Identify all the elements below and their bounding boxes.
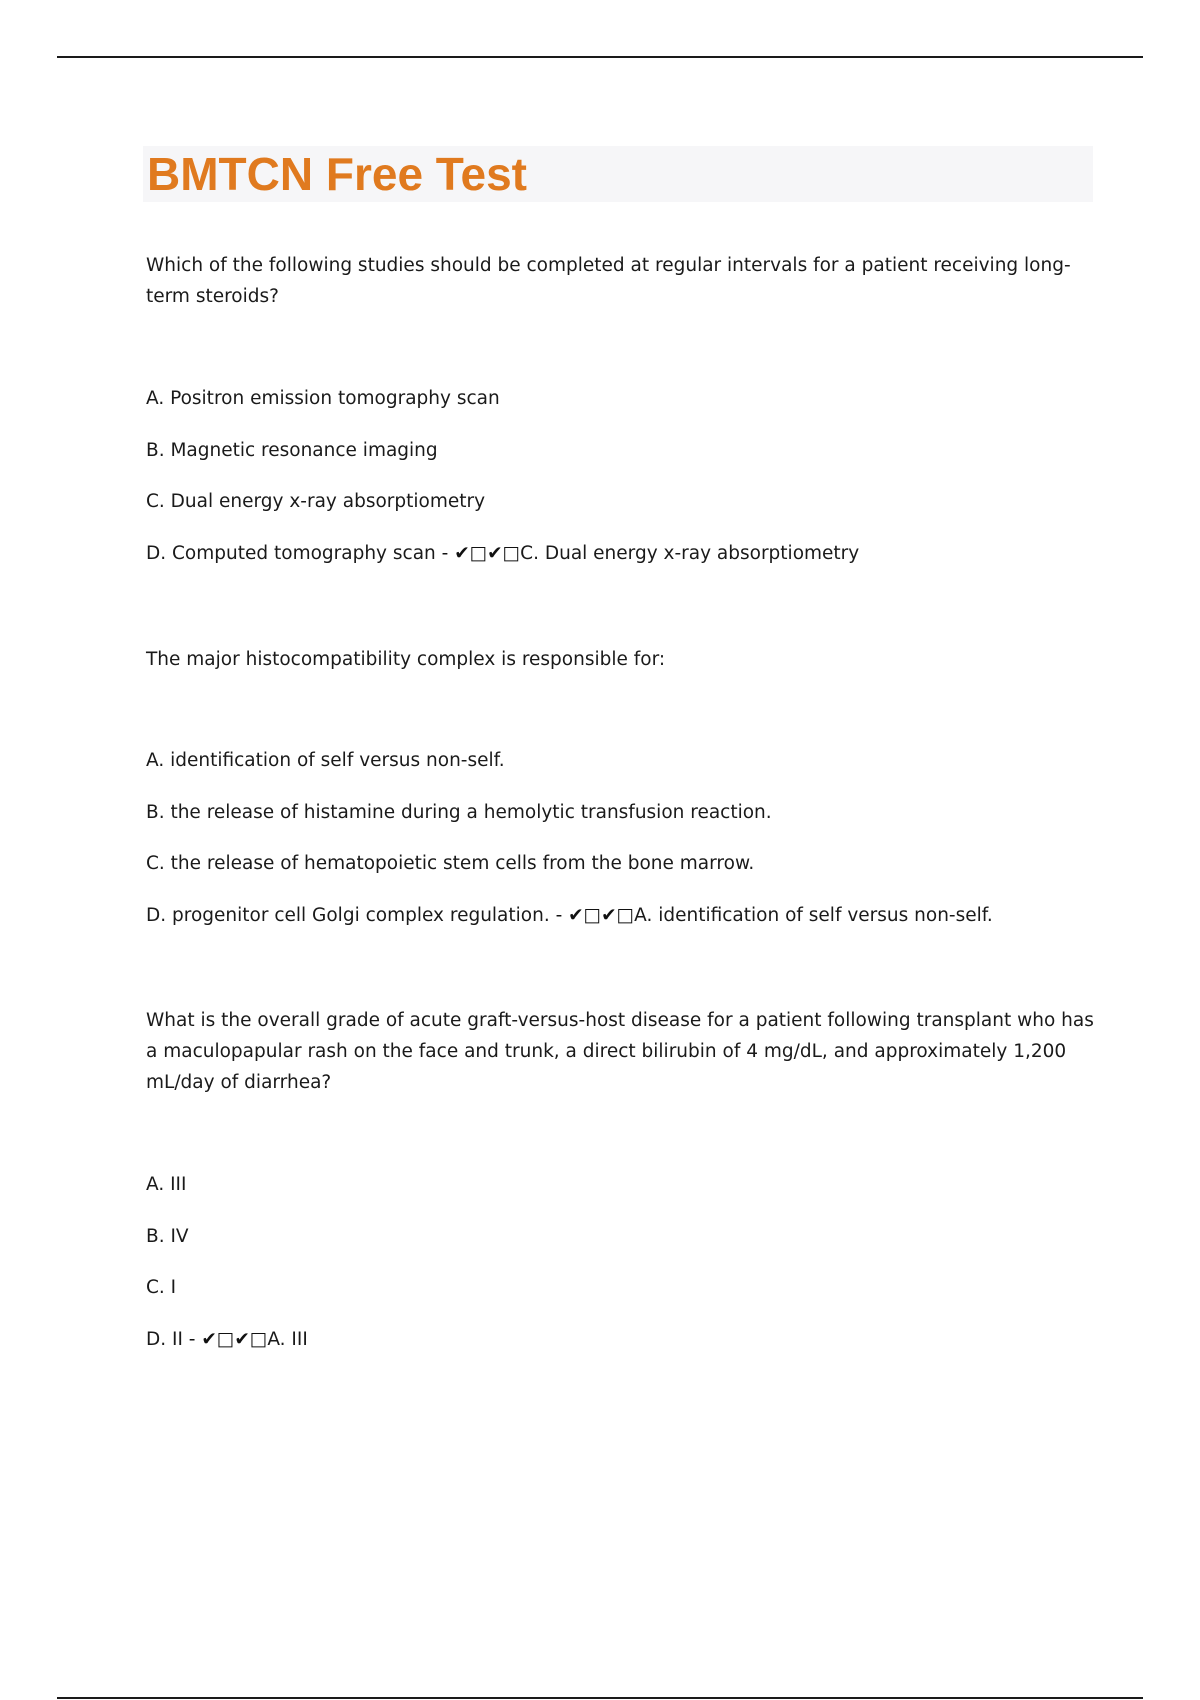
question-2-text: The major histocompatibility complex is responsible for:: [146, 649, 666, 670]
question-2-answer: A. identification of self versus non-self.: [634, 905, 993, 926]
question-3-option-a: A. III: [146, 1174, 187, 1195]
question-3-option-d-line: [146, 1324, 1096, 1355]
question-2-option-d: D. progenitor cell Golgi complex regulation.: [146, 905, 550, 926]
document-title: BMTCN Free Test: [147, 148, 527, 200]
question-3-option-b: B. IV: [146, 1226, 189, 1247]
question-1-answer: C. Dual energy x-ray absorptiometry: [520, 543, 860, 564]
question-2-answer-marker: - ✔□✔□: [549, 905, 635, 926]
question-3-option-d: D. II: [146, 1329, 183, 1350]
question-2-option-d-line: [146, 900, 1096, 931]
question-1-option-d-line: [146, 538, 1096, 569]
question-1-option-b: B. Magnetic resonance imaging: [146, 440, 438, 461]
header-rule: [57, 56, 1143, 58]
question-1-answer-marker: - ✔□✔□: [435, 543, 521, 564]
question-1-option-d: D. Computed tomography scan: [146, 543, 436, 564]
question-1-text: Which of the following studies should be completed at regular intervals for a patient receiving long-term steroids?: [146, 255, 1071, 307]
question-3-answer: A. III: [267, 1329, 308, 1350]
question-2-option-c: C. the release of hematopoietic stem cells from the bone marrow.: [146, 853, 755, 874]
footer-rule: [57, 1697, 1143, 1699]
question-3-option-c: C. I: [146, 1277, 177, 1298]
question-1-option-c: C. Dual energy x-ray absorptiometry: [146, 491, 486, 512]
question-1-option-a: A. Positron emission tomography scan: [146, 388, 500, 409]
question-2-option-a: A. identification of self versus non-self.: [146, 750, 505, 771]
question-2-option-b: B. the release of histamine during a hemolytic transfusion reaction.: [146, 802, 772, 823]
question-3-answer-marker: - ✔□✔□: [182, 1329, 268, 1350]
question-3-text: What is the overall grade of acute graft-versus-host disease for a patient following transplant who has a maculopapular rash on the face and trunk, a direct bilirubin of 4 mg/dL, and approximately 1,200 mL/day of diarrhea?: [146, 1010, 1094, 1093]
